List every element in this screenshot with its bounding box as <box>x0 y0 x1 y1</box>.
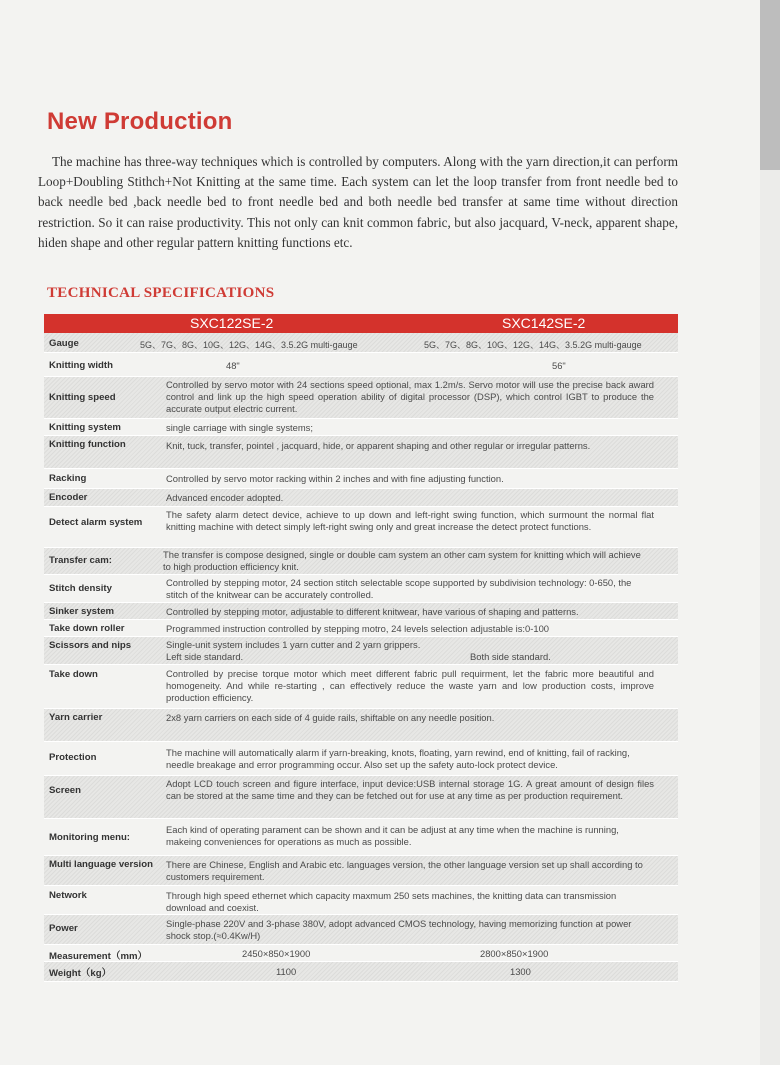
spec-row-measurement <box>44 945 678 962</box>
spec-row-power <box>44 915 678 945</box>
page-edge <box>760 170 780 1065</box>
model-2-header: SXC142SE-2 <box>502 315 586 331</box>
spec-value-model-2: 56" <box>552 360 566 371</box>
page-title: New Production <box>47 108 233 135</box>
spec-label: Measurement（mm） <box>49 951 148 962</box>
spec-label: Stitch density <box>49 583 112 594</box>
model-header-row <box>44 314 678 333</box>
spec-row-multi-language <box>44 856 678 886</box>
spec-row-detect-alarm <box>44 507 678 548</box>
spec-row-encoder <box>44 489 678 507</box>
spec-label: Network <box>49 890 87 901</box>
spec-value-model-2: 2800×850×1900 <box>480 948 549 959</box>
spec-value: 2x8 yarn carriers on each side of 4 guide rails, shiftable on any needle position. <box>166 712 495 723</box>
spec-value: The safety alarm detect device, achieve to up down and left-right swing function, which surmount the normal flat knitting machine with detect simply left-right swing only and great increase the detect protect functions. <box>166 509 654 533</box>
spec-row-protection <box>44 742 678 776</box>
spec-value-model-1: 2450×850×1900 <box>242 948 311 959</box>
spec-row-network <box>44 886 678 915</box>
spec-value: Single-unit system includes 1 yarn cutter and 2 yarn grippers. <box>166 639 421 650</box>
spec-row-take-down-roller <box>44 620 678 637</box>
spec-row-knitting-function <box>44 436 678 469</box>
model-1-header: SXC122SE-2 <box>190 315 274 331</box>
spec-value-model-1: 48" <box>226 360 240 371</box>
spec-value-model-1: 1100 <box>276 966 297 977</box>
spec-row-racking <box>44 469 678 489</box>
spec-label: Knitting speed <box>49 392 116 403</box>
intro-paragraph: The machine has three-way techniques which is controlled by computers. Along with the yarn direction,it can perform Loop+Doubling Stithch+Not Knitting at the same time. Each system can let the loop transfer from front needle bed to back needle bed ,back needle bed to front needle bed and both needle bed transfer at same time without direction restriction. So it can raise productivity. This not only can knit common fabric, but also jacquard, V-neck, apparent shape, hiden shape and other regular pattern knitting functions etc. <box>38 154 678 250</box>
spec-value: Controlled by servo motor racking within 2 inches and with fine adjusting function. <box>166 473 504 484</box>
spec-row-scissors-nips <box>44 637 678 665</box>
spec-row-yarn-carrier <box>44 709 678 742</box>
spec-label: Encoder <box>49 492 88 503</box>
spec-value: Single-phase 220V and 3-phase 380V, adopt advanced CMOS technology, having memorizing function at power shock stop.(≈0.4Kw/H) <box>166 918 632 942</box>
spec-row-knitting-speed <box>44 377 678 419</box>
spec-value: The transfer is compose designed, single or double cam system an other cam system for knitting which will achieve to high production efficiency knit. <box>163 549 641 573</box>
spec-value-model-1: Left side standard. <box>166 651 244 662</box>
spec-value-model-2: Both side standard. <box>470 651 551 662</box>
spec-value: Controlled by stepping motor, adjustable to different knitwear, have various of shaping and patterns. <box>166 606 579 617</box>
spec-value: single carriage with single systems; <box>166 422 313 433</box>
spec-label: Monitoring menu: <box>49 832 130 843</box>
spec-row-transfer-cam <box>44 548 678 575</box>
spec-label: Power <box>49 923 78 934</box>
spec-label: Screen <box>49 785 81 796</box>
spec-value: Knit, tuck, transfer, pointel , jacquard, hide, or apparent shaping and other regular or irregular patterns. <box>166 440 591 451</box>
spec-label: Scissors and nips <box>49 640 132 651</box>
spec-value: Each kind of operating parament can be shown and it can be adjust at any time when the machine is running, makeing conveniences for operations as much as possible. <box>166 824 619 848</box>
spec-value: Controlled by servo motor with 24 sections speed optional, max 1.2m/s. Servo motor will use the precise back award control and link up the high speed operation ability of digital processor (DSP), which control IGBT to produce the accurate output electric current. <box>166 379 654 415</box>
spec-label: Weight（kg） <box>49 968 112 979</box>
spec-row-screen <box>44 776 678 819</box>
spec-label: Knitting function <box>49 439 126 450</box>
spec-label: Detect alarm system <box>49 517 143 528</box>
spec-label: Knitting system <box>49 422 121 433</box>
spec-label: Protection <box>49 752 97 763</box>
spec-value-model-2: 5G、7G、8G、10G、12G、14G、3.5.2G multi-gauge <box>424 340 642 350</box>
spec-value-model-2: 1300 <box>510 966 531 977</box>
page-edge-tab <box>760 0 780 170</box>
spec-value: Through high speed ethernet which capacity maxmum 250 sets machines, the knitting data can transmission download and coexist. <box>166 890 617 914</box>
spec-value: Controlled by precise torque motor which meet different fabric pull requirment, let the fabric more beautiful and homogeneity. And while re-starting , can effectively reduce the waste yarn and low production costs, improve production efficiency. <box>166 668 654 704</box>
spec-value: Controlled by stepping motor, 24 section stitch selectable scope supported by subdivision technology: 0-650, the stitch of the knitwear can be accurately controlled. <box>166 577 632 601</box>
spec-row-knitting-system <box>44 419 678 436</box>
spec-row-take-down <box>44 665 678 709</box>
spec-label: Gauge <box>49 338 79 349</box>
spec-label: Take down <box>49 669 98 680</box>
spec-row-weight <box>44 962 678 982</box>
spec-row-monitoring-menu <box>44 819 678 856</box>
spec-value: Adopt LCD touch screen and figure interface, input device:USB internal storage 1G. A great amount of design files can be stored at the same time and they can be fetched out for use at any time as per production requirement. <box>166 778 654 802</box>
spec-row-knitting-width <box>44 353 678 377</box>
spec-label: Racking <box>49 473 87 484</box>
spec-row-sinker-system <box>44 603 678 620</box>
spec-label: Take down roller <box>49 623 125 634</box>
spec-label: Multi language version <box>49 859 153 870</box>
spec-label: Sinker system <box>49 606 115 617</box>
spec-table <box>44 314 678 982</box>
spec-label: Knitting width <box>49 360 113 371</box>
spec-value: There are Chinese, English and Arabic etc. languages version, the other language version set up shall according to customers requirement. <box>166 859 643 883</box>
spec-value: Programmed instruction controlled by stepping motro, 24 levels selection adjustable is:0-100 <box>166 623 550 634</box>
spec-row-stitch-density <box>44 575 678 603</box>
spec-value: Advanced encoder adopted. <box>166 492 284 503</box>
spec-label: Transfer cam: <box>49 555 112 566</box>
spec-value-model-1: 5G、7G、8G、10G、12G、14G、3.5.2G multi-gauge <box>140 340 358 350</box>
spec-value: The machine will automatically alarm if yarn-breaking, knots, floating, yarn rewind, end of knitting, fail of racking, needle breakage and error programming occur. Also set up the safety auto-lock protect device. <box>166 747 630 771</box>
spec-label: Yarn carrier <box>49 712 103 723</box>
spec-heading: TECHNICAL SPECIFICATIONS <box>47 285 275 301</box>
spec-row-gauge <box>44 333 678 353</box>
